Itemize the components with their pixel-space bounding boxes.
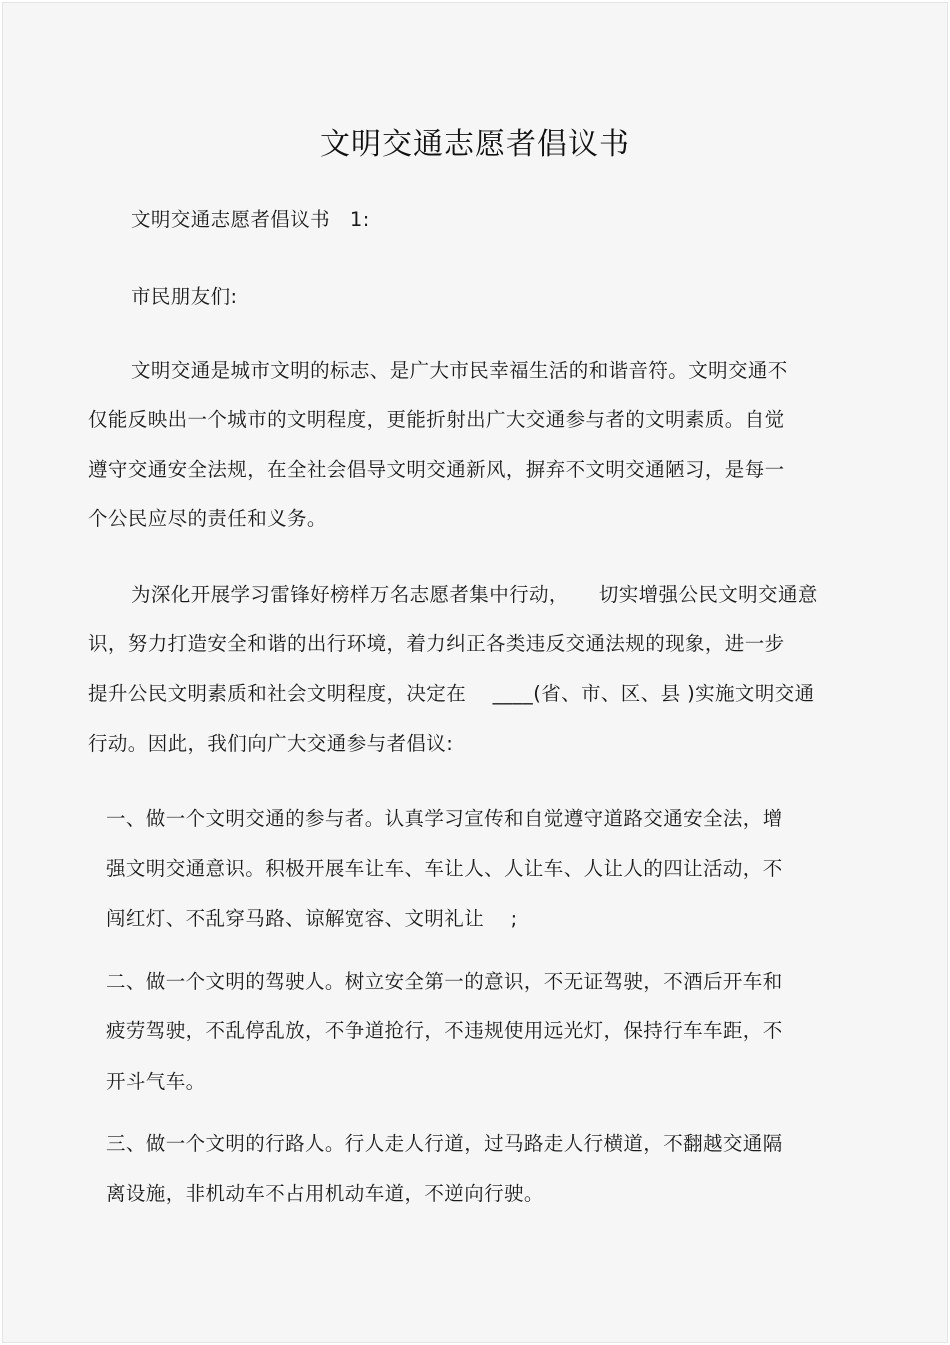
paragraph2-line: 提升公民文明素质和社会文明程度，决定在 ____(省、市、区、县 )实施文明交通 bbox=[88, 682, 815, 705]
item3-line: 离设施，非机动车不占用机动车道，不逆向行驶。 bbox=[106, 1182, 544, 1205]
paragraph2-line: 识，努力打造安全和谐的出行环境，着力纠正各类违反交通法规的现象，进一步 bbox=[88, 632, 785, 655]
item2-line: 二、做一个文明的驾驶人。树立安全第一的意识，不无证驾驶，不酒后开车和 bbox=[106, 970, 783, 993]
paragraph2-line: 为深化开展学习雷锋好榜样万名志愿者集中行动， 切实增强公民文明交通意 bbox=[131, 583, 818, 606]
paragraph1-line: 仅能反映出一个城市的文明程度，更能折射出广大交通参与者的文明素质。自觉 bbox=[88, 408, 785, 431]
paragraph2-line: 行动。因此，我们向广大交通参与者倡议: bbox=[88, 732, 454, 755]
document-page bbox=[2, 2, 948, 1343]
document-subtitle: 文明交通志愿者倡议书 1: bbox=[131, 208, 370, 231]
salutation: 市民朋友们: bbox=[131, 285, 238, 308]
item1-line: 一、做一个文明交通的参与者。认真学习宣传和自觉遵守道路交通安全法，增 bbox=[106, 807, 783, 830]
document-title: 文明交通志愿者倡议书 bbox=[320, 127, 630, 162]
document-body bbox=[3, 3, 947, 1342]
item2-line: 疲劳驾驶，不乱停乱放，不争道抢行，不违规使用远光灯，保持行车车距，不 bbox=[106, 1019, 783, 1042]
paragraph1-line: 遵守交通安全法规，在全社会倡导文明交通新风，摒弃不文明交通陋习，是每一 bbox=[88, 458, 785, 481]
item1-line: 强文明交通意识。积极开展车让车、车让人、人让车、人让人的四让活动，不 bbox=[106, 857, 783, 880]
paragraph1-line: 文明交通是城市文明的标志、是广大市民幸福生活的和谐音符。文明交通不 bbox=[131, 359, 788, 382]
item2-line: 开斗气车。 bbox=[106, 1070, 206, 1093]
item1-line: 闯红灯、不乱穿马路、谅解宽容、文明礼让 ; bbox=[106, 907, 518, 930]
item3-line: 三、做一个文明的行路人。行人走人行道，过马路走人行横道，不翻越交通隔 bbox=[106, 1132, 783, 1155]
paragraph1-line: 个公民应尽的责任和义务。 bbox=[88, 507, 327, 530]
